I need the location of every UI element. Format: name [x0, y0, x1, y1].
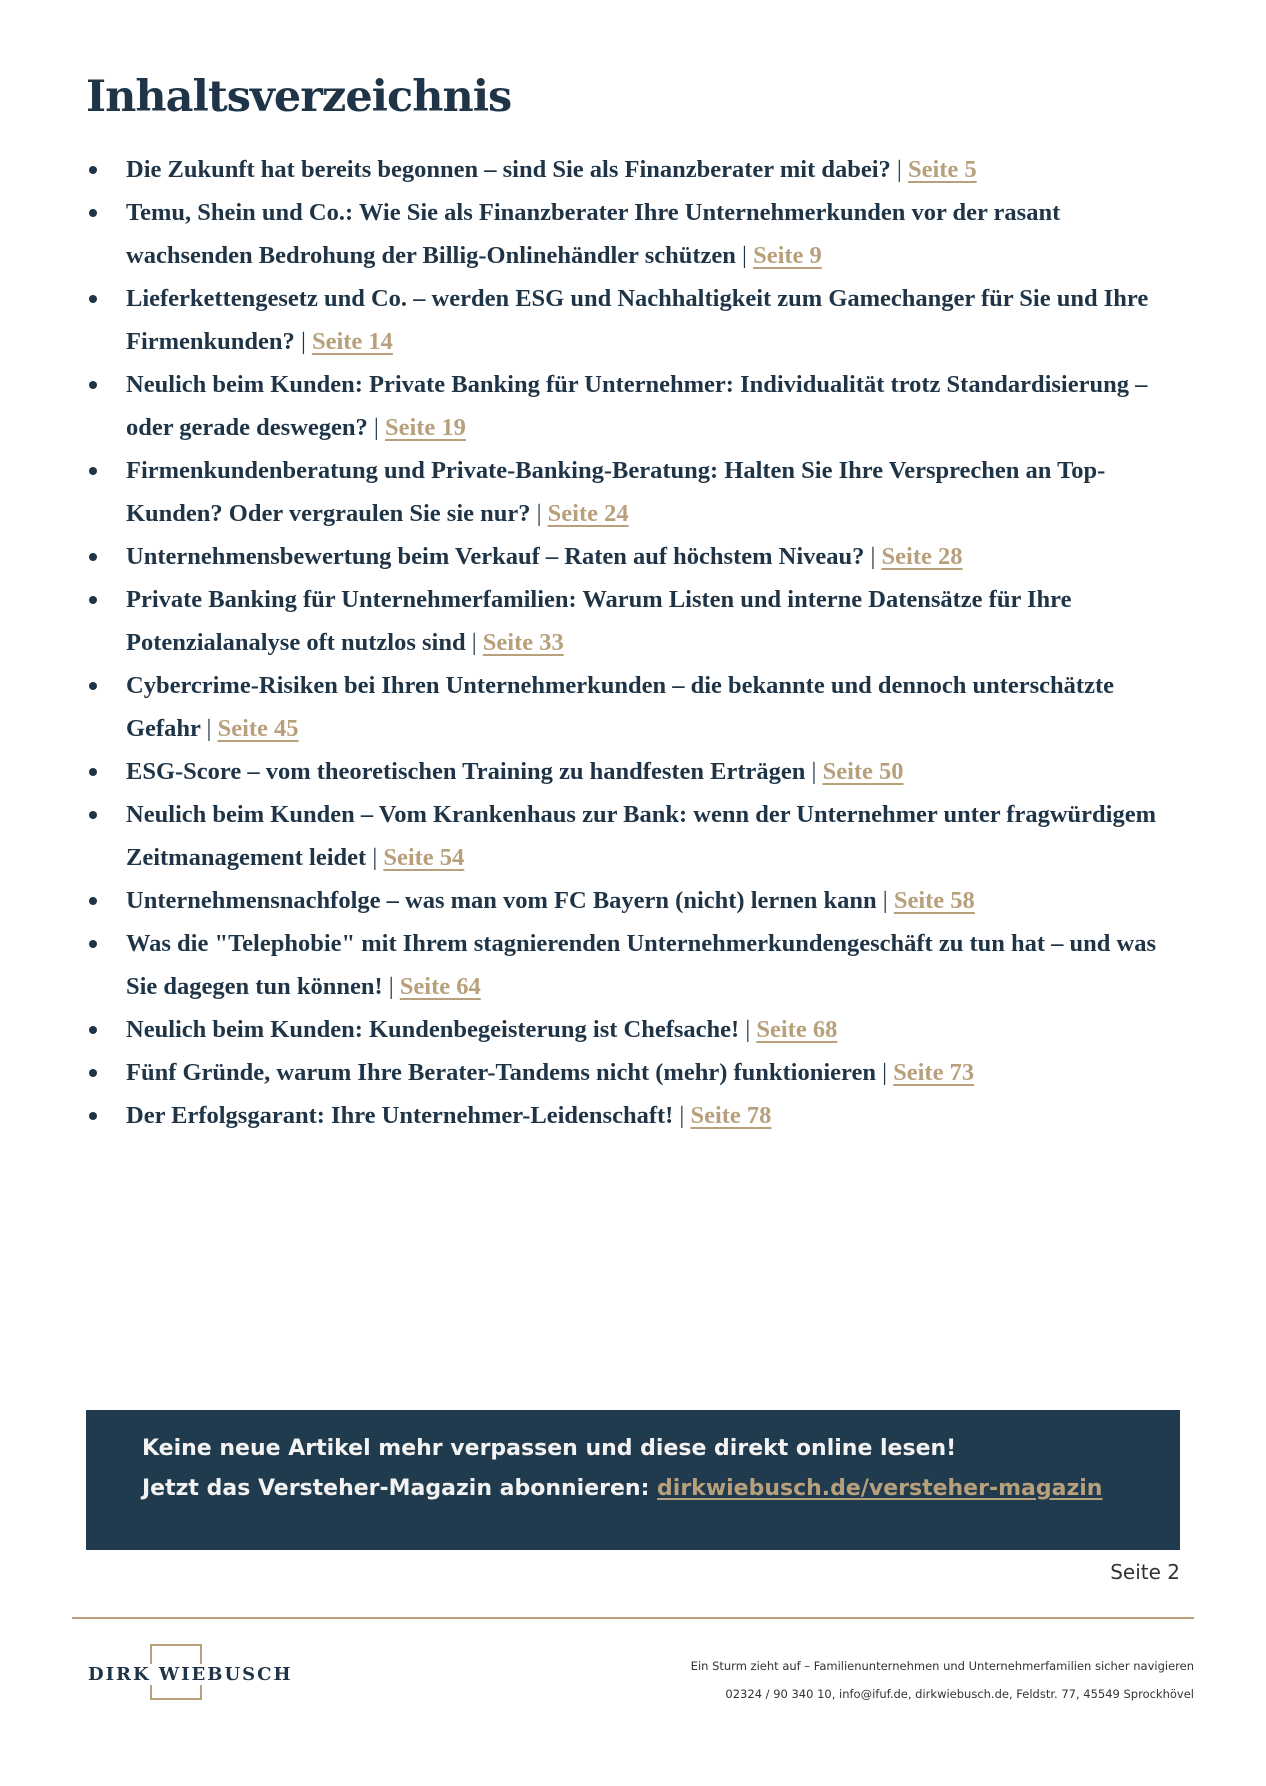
toc-item	[86, 277, 1186, 363]
toc-page-link[interactable]: Seite 45	[217, 715, 299, 742]
toc-separator: |	[536, 500, 542, 527]
toc-separator: |	[745, 1016, 751, 1043]
toc-item	[86, 578, 1186, 664]
toc-item	[86, 449, 1186, 535]
toc-page-link[interactable]: Seite 68	[756, 1016, 838, 1043]
toc-page-link[interactable]: Seite 73	[893, 1059, 975, 1086]
banner-prefix: Jetzt das Versteher-Magazin abonnieren:	[142, 1476, 650, 1501]
toc-item-title: Lieferkettengesetz und Co. – werden ESG und Nachhaltigkeit zum Gamechanger für Sie und Ihre Firmenkunden?	[126, 285, 1149, 355]
footer-divider	[72, 1617, 1194, 1619]
toc-item	[86, 1008, 1186, 1051]
toc-item	[86, 922, 1186, 1008]
toc-separator: |	[742, 242, 747, 269]
toc-item-title: Unternehmensnachfolge – was man vom FC Bayern (nicht) lernen kann	[126, 887, 877, 914]
toc-separator: |	[206, 715, 212, 742]
toc-page-link[interactable]: Seite 64	[399, 973, 481, 1000]
footer-info	[691, 1652, 1194, 1708]
toc-item	[86, 1051, 1186, 1094]
toc-item	[86, 191, 1186, 277]
logo-text: DIRK WIEBUSCH	[88, 1664, 293, 1685]
toc-item	[86, 363, 1186, 449]
toc-page-link[interactable]: Seite 28	[881, 543, 963, 570]
page-title: Inhaltsverzeichnis	[86, 72, 512, 122]
banner-line-2	[142, 1476, 1102, 1501]
toc-page-link[interactable]: Seite 5	[907, 156, 977, 183]
toc-separator: |	[372, 844, 378, 871]
footer-contact: 02324 / 90 340 10, info@ifuf.de, dirkwiebusch.de, Feldstr. 77, 45549 Sprockhövel	[725, 1687, 1194, 1701]
toc-item-title: Der Erfolgsgarant: Ihre Unternehmer-Leidenschaft!	[126, 1102, 674, 1129]
footer-tagline: Ein Sturm zieht auf – Familienunternehmen und Unternehmerfamilien sicher navigieren	[690, 1659, 1194, 1673]
subscribe-banner	[86, 1410, 1180, 1550]
toc-item-title: Neulich beim Kunden: Private Banking für Unternehmer: Individualität trotz Standardisierung – oder gerade deswegen?	[126, 371, 1148, 441]
toc-separator: |	[811, 758, 817, 785]
toc-item-title: Private Banking für Unternehmerfamilien: Warum Listen und interne Datensätze für Ihre Potenzialanalyse oft nutzlos sind	[126, 586, 1072, 656]
toc-item-title: Die Zukunft hat bereits begonnen – sind Sie als Finanzberater mit dabei?	[126, 156, 891, 183]
toc-separator: |	[679, 1102, 685, 1129]
toc-page-link[interactable]: Seite 54	[383, 844, 465, 871]
toc-item-title: ESG-Score – vom theoretischen Training zu handfesten Erträgen	[126, 758, 806, 785]
toc-item-title: Cybercrime-Risiken bei Ihren Unternehmerkunden – die bekannte und dennoch unterschätzte Gefahr	[126, 672, 1114, 742]
toc-item	[86, 750, 1186, 793]
table-of-contents	[86, 148, 1186, 1137]
toc-page-link[interactable]: Seite 58	[893, 887, 975, 914]
toc-item	[86, 148, 1186, 191]
toc-page-link[interactable]: Seite 33	[482, 629, 564, 656]
toc-page-link[interactable]: Seite 24	[547, 500, 629, 527]
toc-separator: |	[870, 543, 876, 570]
toc-separator: |	[373, 414, 379, 441]
toc-item-title: Was die "Telephobie" mit Ihrem stagnierenden Unternehmerkundengeschäft zu tun hat – und was Sie dagegen tun können!	[126, 930, 1156, 1000]
toc-page-link[interactable]: Seite 9	[753, 242, 822, 269]
toc-page-link[interactable]: Seite 14	[311, 328, 393, 355]
toc-page-link[interactable]: Seite 78	[690, 1102, 772, 1129]
toc-item-title: Temu, Shein und Co.: Wie Sie als Finanzberater Ihre Unternehmerkunden vor der rasant wachsenden Bedrohung der Billig-Onlinehändler schützen	[126, 199, 1061, 269]
toc-separator: |	[882, 1059, 887, 1086]
page-number: Seite 2	[1110, 1560, 1180, 1584]
toc-item	[86, 535, 1186, 578]
toc-item-title: Neulich beim Kunden: Kundenbegeisterung ist Chefsache!	[126, 1016, 740, 1043]
toc-separator: |	[896, 156, 902, 183]
magazine-link[interactable]: dirkwiebusch.de/versteher-magazin	[657, 1476, 1103, 1501]
toc-item	[86, 664, 1186, 750]
toc-page-link[interactable]: Seite 50	[822, 758, 904, 785]
toc-item	[86, 1094, 1186, 1137]
toc-separator: |	[471, 629, 477, 656]
logo	[86, 1640, 293, 1706]
toc-item	[86, 879, 1186, 922]
toc-separator: |	[300, 328, 306, 355]
toc-item	[86, 793, 1186, 879]
toc-item-title: Unternehmensbewertung beim Verkauf – Raten auf höchstem Niveau?	[126, 543, 865, 570]
banner-line-1: Keine neue Artikel mehr verpassen und diese direkt online lesen!	[142, 1436, 957, 1461]
toc-page-link[interactable]: Seite 19	[384, 414, 466, 441]
toc-item-title: Neulich beim Kunden – Vom Krankenhaus zur Bank: wenn der Unternehmer unter fragwürdigem Zeitmanagement leidet	[126, 801, 1156, 871]
toc-item-title: Fünf Gründe, warum Ihre Berater-Tandems nicht (mehr) funktionieren	[126, 1059, 876, 1086]
toc-separator: |	[388, 973, 394, 1000]
toc-separator: |	[882, 887, 888, 914]
toc-item-title: Firmenkundenberatung und Private-Banking-Beratung: Halten Sie Ihre Versprechen an Top-Kunden? Oder vergraulen Sie sie nur?	[126, 457, 1106, 527]
